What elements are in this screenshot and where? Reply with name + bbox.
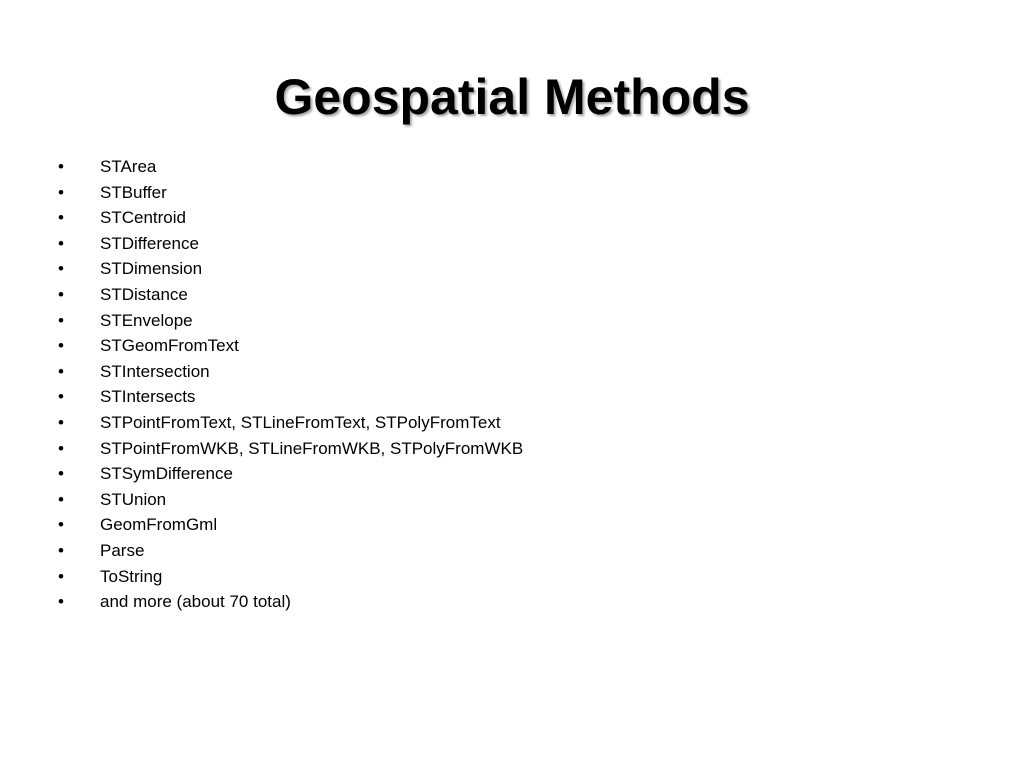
bullet-dot-icon: • <box>58 387 64 407</box>
bullet-item <box>58 487 523 513</box>
bullet-list <box>58 154 523 615</box>
bullet-text: STBuffer <box>100 182 167 202</box>
bullet-dot-icon: • <box>58 310 64 330</box>
bullet-item <box>58 538 523 564</box>
bullet-item <box>58 154 523 180</box>
bullet-dot-icon: • <box>58 515 64 535</box>
bullet-text: and more (about 70 total) <box>100 592 291 612</box>
bullet-item <box>58 461 523 487</box>
bullet-text: STPointFromWKB, STLineFromWKB, STPolyFromWKB <box>100 438 524 458</box>
bullet-dot-icon: • <box>58 336 64 356</box>
bullet-dot-icon: • <box>58 566 64 586</box>
bullet-item <box>58 589 523 615</box>
bullet-dot-icon: • <box>58 259 64 279</box>
bullet-item <box>58 256 523 282</box>
bullet-dot-icon: • <box>58 208 64 228</box>
bullet-item <box>58 410 523 436</box>
bullet-text: Parse <box>100 540 145 560</box>
bullet-text: STIntersects <box>100 387 196 407</box>
bullet-text: STPointFromText, STLineFromText, STPolyFromText <box>100 412 501 432</box>
bullet-dot-icon: • <box>58 412 64 432</box>
bullet-item <box>58 180 523 206</box>
bullet-text: STDifference <box>100 233 199 253</box>
bullet-dot-icon: • <box>58 233 64 253</box>
slide-title: Geospatial Methods <box>274 69 750 125</box>
bullet-text: STCentroid <box>100 208 186 228</box>
bullet-text: STDimension <box>100 259 203 279</box>
bullet-dot-icon: • <box>58 592 64 612</box>
bullet-text: STSymDifference <box>100 464 233 484</box>
bullet-text: STDistance <box>100 284 188 304</box>
bullet-dot-icon: • <box>58 182 64 202</box>
bullet-item <box>58 205 523 231</box>
bullet-text: ToString <box>100 566 163 586</box>
bullet-dot-icon: • <box>58 464 64 484</box>
bullet-dot-icon: • <box>58 540 64 560</box>
bullet-item <box>58 359 523 385</box>
bullet-item <box>58 384 523 410</box>
bullet-dot-icon: • <box>58 284 64 304</box>
bullet-dot-icon: • <box>58 438 64 458</box>
bullet-text: STUnion <box>100 489 167 509</box>
bullet-text: STEnvelope <box>100 310 193 330</box>
bullet-text: STArea <box>100 157 157 176</box>
bullet-item <box>58 436 523 462</box>
bullet-item <box>58 308 523 334</box>
bullet-item <box>58 231 523 257</box>
bullet-dot-icon: • <box>58 489 64 509</box>
bullet-dot-icon: • <box>58 157 64 176</box>
bullet-text: STGeomFromText <box>100 336 239 356</box>
bullet-text: STIntersection <box>100 361 210 381</box>
bullet-item <box>58 333 523 359</box>
bullet-text: GeomFromGml <box>100 515 218 535</box>
bullet-item <box>58 512 523 538</box>
bullet-item <box>58 564 523 590</box>
bullet-item <box>58 282 523 308</box>
bullet-dot-icon: • <box>58 361 64 381</box>
